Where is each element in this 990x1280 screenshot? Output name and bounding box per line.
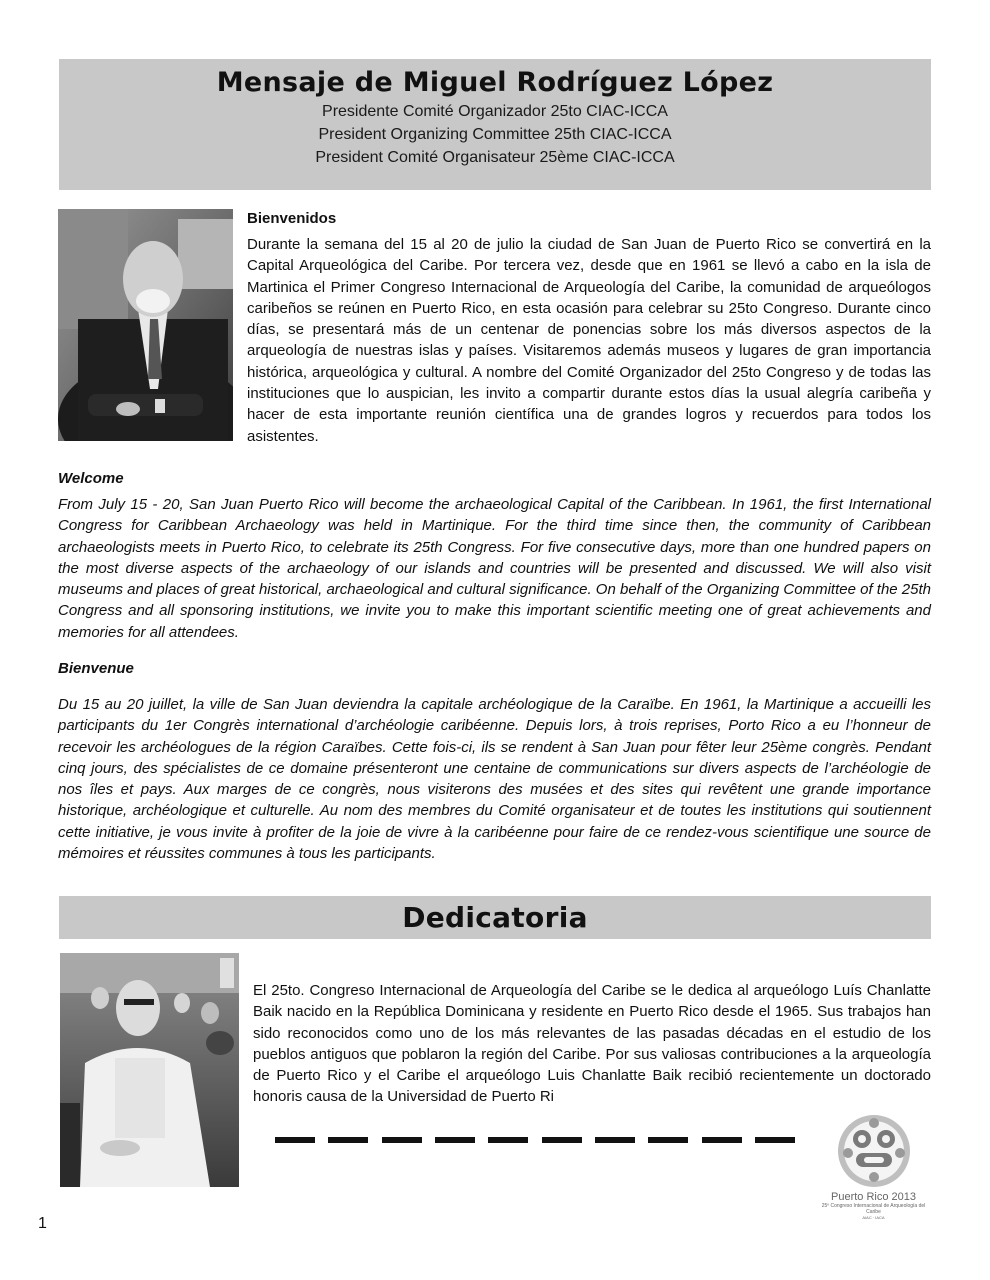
- header-box: [59, 59, 931, 190]
- page-number: 1: [38, 1215, 47, 1232]
- petroglyph-logo-icon: [836, 1113, 912, 1189]
- dash: [275, 1137, 315, 1143]
- dash: [702, 1137, 742, 1143]
- bienvenidos-section: [247, 209, 931, 447]
- header-subtitle-es: Presidente Comité Organizador 25to CIAC-ICCA: [322, 103, 668, 120]
- bienvenidos-text: Durante la semana del 15 al 20 de julio la ciudad de San Juan de Puerto Rico se convertirá en la Capital Arqueológica del Caribe. Por tercera vez, desde que en 1961 se llevó a cabo en la isla de Martinica el Primer Congreso Internacional de Arqueología del Caribe, la comunidad de arqueólogos caribeños se reúnen en Puerto Rico, en esta ocasión para celebrar su 25to Congreso. Durante cinco días, se presentará más de un centenar de ponencias sobre los más diversos aspectos de la arqueología de nuestras islas y países. Visitaremos además museos y lugares de gran importancia histórica, arqueológica y cultural. A nombre del Comité Organizador del 25to Congreso y de todas las instituciones que lo auspician, les invito a compartir durante estos días la usual alegría caribeña y hacer de esta importante reunión científica una de grandes logros y recuerdos para todos los asistentes.: [247, 236, 931, 445]
- dash: [435, 1137, 475, 1143]
- dedicatoria-section: [253, 980, 931, 1108]
- bienvenue-text: Du 15 au 20 juillet, la ville de San Juan deviendra la capitale archéologique de la Caraïbe. En 1961, la Martinique a accueilli les participants du 1er Congrès international d’archéologie caribéenne. Depuis lors, à trois reprises, Porto Rico a eu l’honneur de recevoir les archéologues de la région Caraïbes. Cette fois-ci, ils se rendent à San Juan pour fêter leur 25ème congrès. Pendant cinq jours, des spécialistes de ce domaine présenteront une centaine de communications sur divers aspects de l’archéologie de nos îles et pays. Aux marges de ce congrès, nous visiterons des musées et des sites qui revêtent une grande importance historique, archéologique et culturelle. Au nom des membres du Comité organisateur et de toutes les institutions qui soutiennent cette initiative, je vous invite à profiter de la joie de vivre à la caribéenne pour faire de ce rendez-vous scientifique une source de mémoires et réussites communes à tous les participants.: [58, 696, 931, 863]
- dash: [542, 1137, 582, 1143]
- welcome-section: [58, 469, 931, 643]
- logo-subtitle: 25º Congreso Internacional de Arqueología del Caribe: [821, 1203, 926, 1215]
- dash: [595, 1137, 635, 1143]
- dashed-divider: [275, 1133, 795, 1145]
- dash: [488, 1137, 528, 1143]
- dash: [755, 1137, 795, 1143]
- logo-title: Puerto Rico 2013: [831, 1191, 916, 1203]
- dedicatoria-bar: [59, 896, 931, 939]
- dedicatoria-title: Dedicatoria: [402, 901, 588, 934]
- welcome-text: From July 15 - 20, San Juan Puerto Rico will become the archaeological Capital of the Caribbean. In 1961, the first International Congress for Caribbean Archaeology was held in Martinique. For the third time since then, the community of Caribbean archaeologists meets in Puerto Rico, to celebrate its 25th Congress. For five consecutive days, more than one hundred papers on the most diverse aspects of the archaeology of our islands and countries will be presented and discussed. We will also visit museums and places of great historical, archaeological and cultural significance. On behalf of the Organizing Committee of the 25th Congress and all sponsoring institutions, we invite you to make this important scientific meeting one of great achievements and memories for all attendees.: [58, 496, 931, 641]
- bienvenue-heading: Bienvenue: [58, 660, 134, 677]
- dash: [328, 1137, 368, 1143]
- portrait-photo: [58, 209, 233, 441]
- header-subtitle-en: President Organizing Committee 25th CIAC-ICCA: [318, 126, 672, 143]
- dash: [382, 1137, 422, 1143]
- dedicatoria-text: El 25to. Congreso Internacional de Arqueología del Caribe se le dedica al arqueólogo Luís Chanlatte Baik nacido en la República Dominicana y residente en Puerto Rico desde el 1965. Sus trabajos han sido reconocidos como uno de los más relevantes de las pasadas décadas en el estudio de los pueblos antiguos que poblaron la región del Caribe. Por sus valiosas contribuciones a la arqueología de Puerto Rico y el Caribe el arqueólogo Luis Chanlatte Baik recibió recientemente un doctorado honoris causa de la Universidad de Puerto Ri: [253, 982, 931, 1106]
- welcome-heading: Welcome: [58, 470, 124, 487]
- logo-acronym: AIAC · IACA: [862, 1215, 885, 1220]
- header-title: Mensaje de Miguel Rodríguez López: [216, 67, 774, 98]
- bienvenue-section: [58, 659, 931, 864]
- header-subtitle-fr: President Comité Organisateur 25ème CIAC-ICCA: [315, 149, 675, 166]
- dash: [648, 1137, 688, 1143]
- dedication-photo: [60, 953, 239, 1187]
- congress-logo: [815, 1113, 932, 1230]
- bienvenidos-heading: Bienvenidos: [247, 210, 337, 227]
